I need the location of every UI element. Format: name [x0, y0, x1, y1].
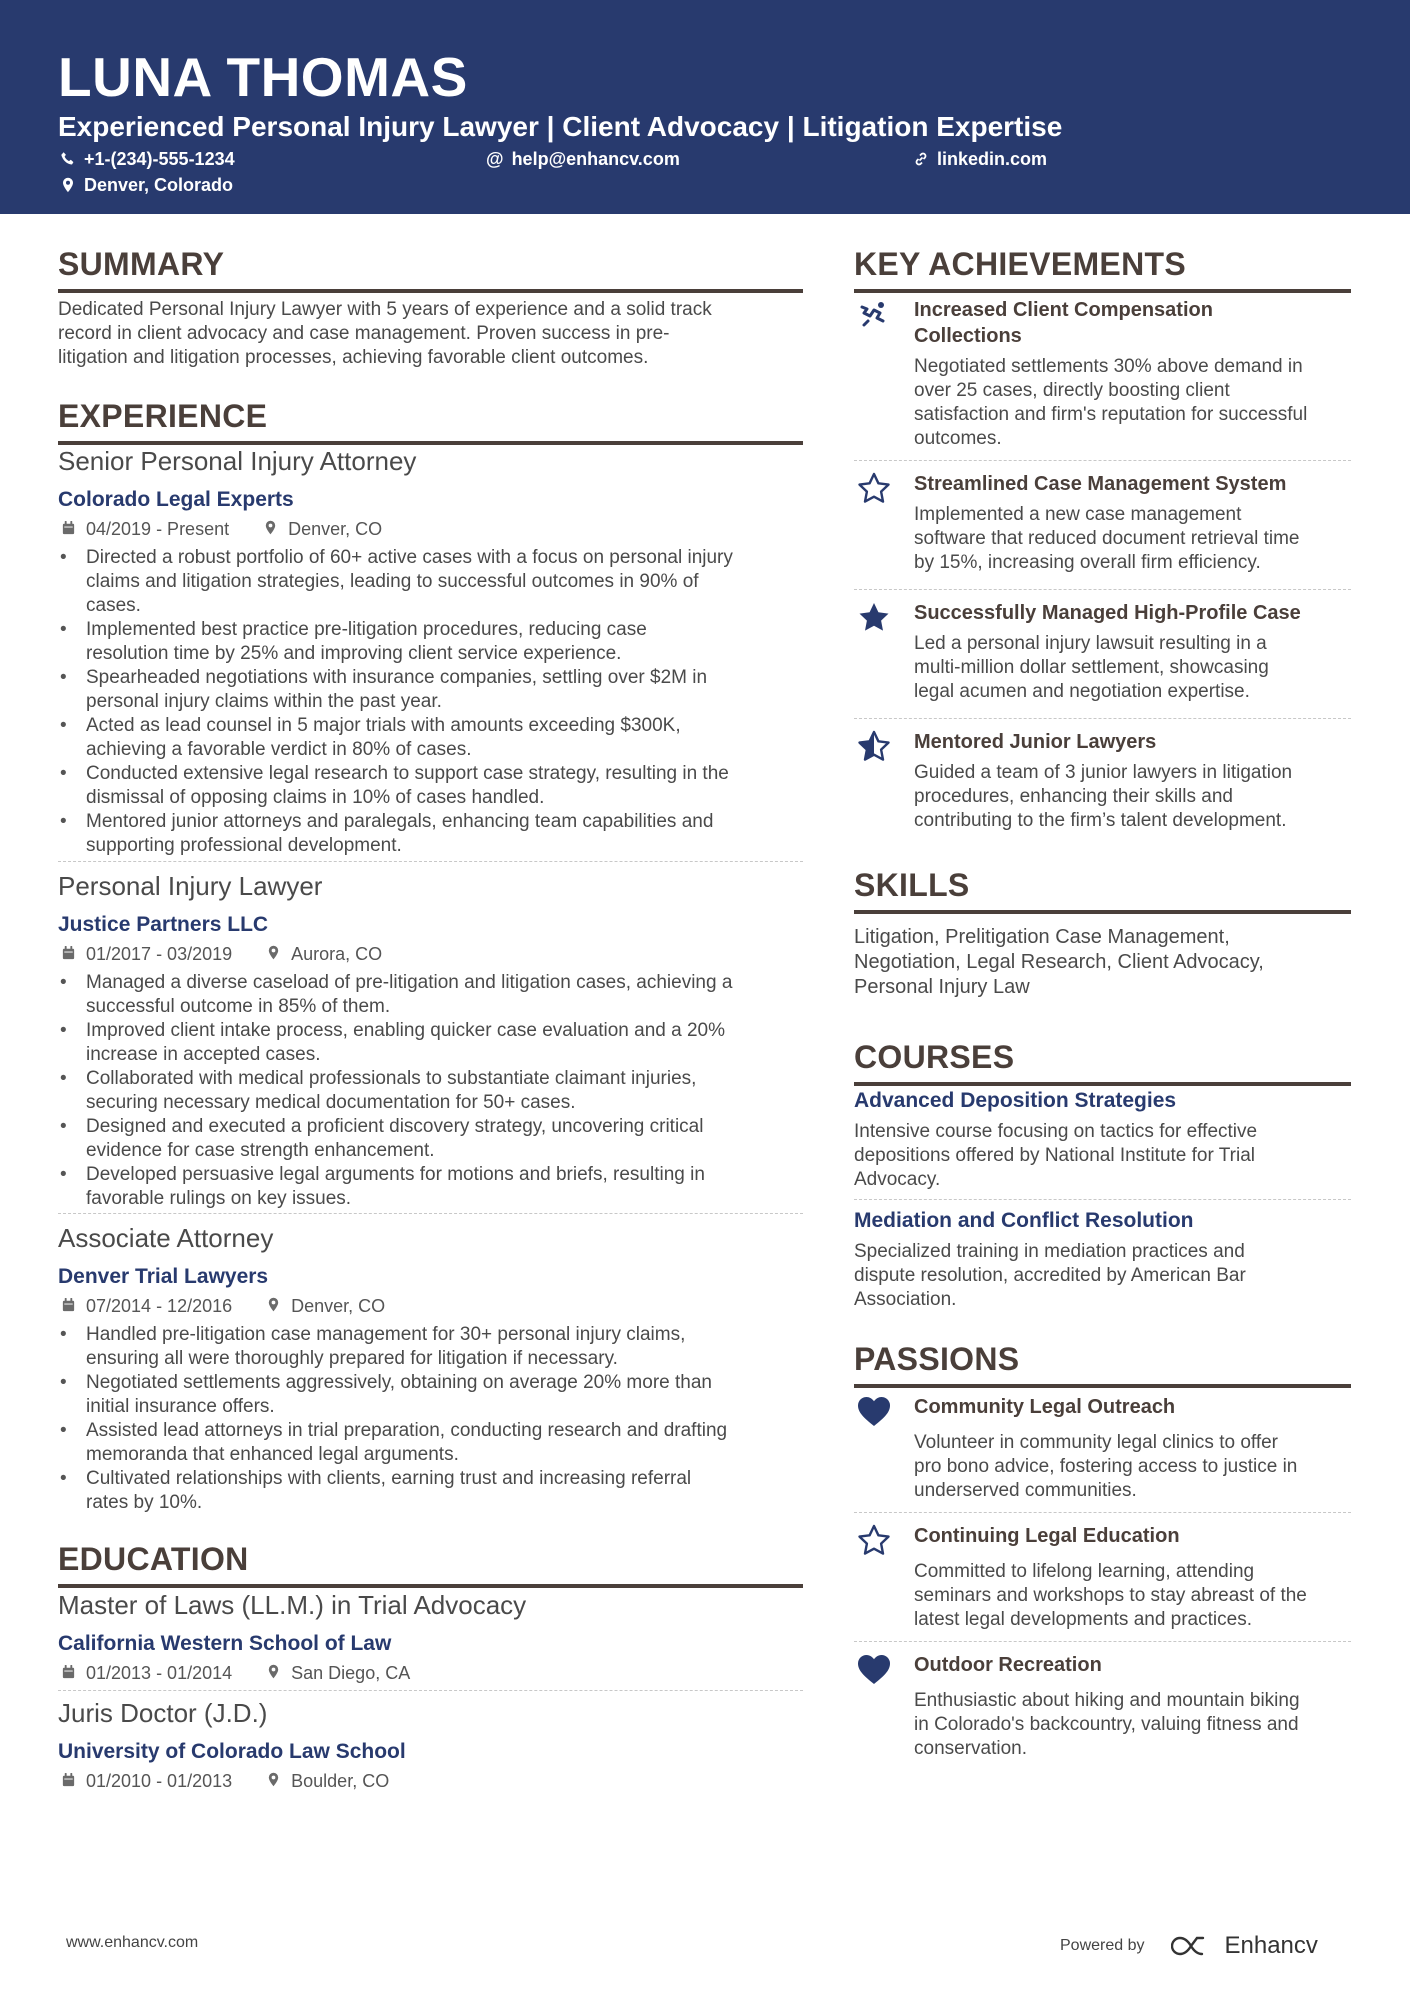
location-pin-icon: [266, 1770, 291, 1792]
calendar-icon: [61, 1295, 86, 1317]
job-bullets: [58, 546, 813, 858]
date-text: 01/2017 - 03/2019: [86, 944, 233, 964]
text-line: multi-million dollar settlement, showcasing: [914, 657, 1269, 678]
text-line: Volunteer in community legal clinics to offer: [914, 1432, 1278, 1453]
text-line: Mentored Junior Lawyers: [914, 731, 1157, 753]
text-line: by 15%, increasing overall firm efficiency.: [914, 552, 1261, 573]
brand-name: Enhancv: [1224, 1932, 1318, 1959]
job-bullets: [58, 971, 813, 1211]
courses-heading: COURSES: [854, 1039, 1015, 1075]
job-bullet: [58, 1067, 813, 1115]
text-line: Guided a team of 3 junior lawyers in litigation: [914, 762, 1293, 783]
entry-divider: [854, 1641, 1351, 1642]
summary-heading-rule: [58, 289, 803, 293]
footer-branding: [1060, 1932, 1318, 1960]
entry-divider: [854, 1512, 1351, 1513]
company-name: Denver Trial Lawyers: [58, 1265, 269, 1288]
text-line: rates by 10%.: [86, 1492, 203, 1513]
date-range: [61, 1295, 232, 1317]
skills-list: [854, 925, 1351, 1000]
education-heading-rule: [58, 1584, 803, 1588]
course-description: [854, 1240, 1351, 1312]
achievement-description: [914, 761, 1351, 833]
job-bullet: [58, 1163, 813, 1211]
text-line: Association.: [854, 1289, 957, 1310]
date-text: 01/2010 - 01/2013: [86, 1771, 233, 1791]
passion-title: Community Legal Outreach: [914, 1396, 1176, 1418]
text-line: Streamlined Case Management System: [914, 473, 1287, 495]
calendar-icon: [61, 1770, 86, 1792]
date-range: [61, 943, 232, 965]
linkedin-text: linkedin.com: [937, 149, 1048, 169]
date-location-row: [61, 1662, 410, 1684]
job-bullet: [58, 666, 813, 714]
entry-divider: [58, 861, 803, 862]
achievement-title: [914, 297, 1351, 349]
passions-heading-rule: [854, 1384, 1351, 1388]
text-line: • Directed a robust portfolio of 60+ active cases with a focus on personal injury: [86, 547, 733, 568]
at-icon: @: [486, 149, 504, 169]
achievement-description: [914, 632, 1351, 704]
phone-text: +1-(234)-555-1234: [84, 149, 235, 169]
enhancv-logo[interactable]: [1171, 1932, 1318, 1960]
text-line: • Managed a diverse caseload of pre-litigation and litigation cases, achieving a: [86, 972, 733, 993]
passion-title: Continuing Legal Education: [914, 1525, 1180, 1547]
text-line: • Designed and executed a proficient discovery strategy, uncovering critical: [86, 1116, 704, 1137]
company-name: Justice Partners LLC: [58, 913, 269, 936]
achievement-title: [914, 600, 1351, 626]
text-line: Collections: [914, 325, 1022, 347]
job-title: Personal Injury Lawyer: [58, 871, 323, 901]
job-bullet: [58, 1371, 813, 1419]
text-line: ensuring all were thoroughly prepared for litigation if necessary.: [86, 1348, 618, 1369]
text-line: evidence for case strength enhancement.: [86, 1140, 435, 1161]
phone-contact[interactable]: [60, 148, 235, 170]
course-description: [854, 1120, 1351, 1192]
entry-divider: [854, 718, 1351, 719]
text-line: in Colorado's backcountry, valuing fitness and: [914, 1714, 1299, 1735]
location-text: Aurora, CO: [291, 944, 383, 964]
achievement-description: [914, 355, 1351, 451]
job-bullet: [58, 618, 813, 666]
job-bullet: [58, 714, 813, 762]
location-pin-icon: [263, 518, 288, 540]
entry-divider: [58, 1690, 803, 1691]
date-location-row: [61, 1295, 385, 1317]
text-line: Dedicated Personal Injury Lawyer with 5 years of experience and a solid track: [58, 299, 712, 320]
date-range: [61, 1770, 232, 1792]
email-text: help@enhancv.com: [511, 149, 680, 169]
job-bullets: [58, 1323, 813, 1515]
passions-heading: PASSIONS: [854, 1341, 1020, 1377]
course-title: Advanced Deposition Strategies: [854, 1089, 1177, 1112]
location-contact: [60, 174, 233, 196]
text-line: • Cultivated relationships with clients, earning trust and increasing referral: [86, 1468, 692, 1489]
entry-divider: [854, 460, 1351, 461]
text-line: contributing to the firm’s talent development.: [914, 810, 1287, 831]
text-line: achieving a favorable verdict in 80% of cases.: [86, 739, 472, 760]
summary-heading: SUMMARY: [58, 246, 225, 282]
text-line: Specialized training in mediation practices and: [854, 1241, 1245, 1262]
skills-heading: SKILLS: [854, 867, 970, 903]
job-bullet: [58, 1019, 813, 1067]
enhancv-logo-icon: [1171, 1934, 1217, 1958]
text-line: • Improved client intake process, enabling quicker case evaluation and a 20%: [86, 1020, 725, 1041]
passion-title: Outdoor Recreation: [914, 1654, 1102, 1676]
achievement-description: [914, 503, 1351, 575]
location-text: Boulder, CO: [291, 1771, 390, 1791]
text-line: Negotiated settlements 30% above demand in: [914, 356, 1303, 377]
text-line: record in client advocacy and case management. Proven success in pre-: [58, 323, 670, 344]
calendar-icon: [61, 943, 86, 965]
date-range: [61, 1662, 232, 1684]
email-contact[interactable]: [486, 148, 680, 170]
text-line: software that reduced document retrieval time: [914, 528, 1300, 549]
handshake-icon: [856, 297, 892, 333]
star-half-icon: [856, 729, 892, 765]
text-line: supporting professional development.: [86, 835, 402, 856]
text-line: • Spearheaded negotiations with insurance companies, settling over $2M in: [86, 667, 708, 688]
heart-icon: [856, 1652, 892, 1688]
footer-website[interactable]: www.enhancv.com: [66, 1934, 199, 1951]
text-line: legal acumen and negotiation expertise.: [914, 681, 1250, 702]
link-icon: [913, 151, 929, 167]
text-line: Intensive course focusing on tactics for effective: [854, 1121, 1258, 1142]
text-line: • Negotiated settlements aggressively, obtaining on average 20% more than: [86, 1372, 712, 1393]
text-line: conservation.: [914, 1738, 1028, 1759]
date-text: 04/2019 - Present: [86, 519, 230, 539]
star-outline-icon: [856, 471, 892, 507]
resume-header: [0, 0, 1410, 214]
location-text: Denver, CO: [288, 519, 383, 539]
text-line: Committed to lifelong learning, attending: [914, 1561, 1255, 1582]
passion-description: [914, 1560, 1351, 1632]
location: [266, 1295, 385, 1317]
achievements-heading: KEY ACHIEVEMENTS: [854, 246, 1186, 282]
text-line: • Conducted extensive legal research to support case strategy, resulting in the: [86, 763, 729, 784]
star-filled-icon: [856, 600, 892, 636]
text-line: • Acted as lead counsel in 5 major trials with amounts exceeding $300K,: [86, 715, 681, 736]
skills-heading-rule: [854, 910, 1351, 914]
text-line: • Collaborated with medical professionals to substantiate claimant injuries,: [86, 1068, 697, 1089]
achievement-title: [914, 471, 1351, 497]
text-line: outcomes.: [914, 428, 1002, 449]
text-line: • Handled pre-litigation case management for 30+ personal injury claims,: [86, 1324, 686, 1345]
phone-icon: [60, 151, 76, 167]
location: [266, 1770, 389, 1792]
heart-icon: [856, 1394, 892, 1430]
experience-heading: EXPERIENCE: [58, 398, 268, 434]
text-line: • Mentored junior attorneys and paralegals, enhancing team capabilities and: [86, 811, 714, 832]
entry-divider: [854, 1199, 1351, 1200]
text-line: increase in accepted cases.: [86, 1044, 321, 1065]
location-text: Denver, CO: [291, 1296, 386, 1316]
text-line: satisfaction and firm's reputation for successful: [914, 404, 1308, 425]
location: [266, 1662, 410, 1684]
text-line: securing necessary medical documentation for 50+ cases.: [86, 1092, 576, 1113]
degree-title: Master of Laws (LL.M.) in Trial Advocacy: [58, 1590, 527, 1620]
job-title: Associate Attorney: [58, 1223, 274, 1253]
job-bullet: [58, 971, 813, 1019]
passion-description: [914, 1689, 1351, 1761]
school-name: University of Colorado Law School: [58, 1740, 406, 1763]
date-text: 07/2014 - 12/2016: [86, 1296, 233, 1316]
date-location-row: [61, 518, 382, 540]
entry-divider: [58, 1213, 803, 1214]
education-heading: EDUCATION: [58, 1541, 249, 1577]
text-line: Successfully Managed High-Profile Case: [914, 602, 1301, 624]
text-line: personal injury claims within the past year.: [86, 691, 442, 712]
text-line: Negotiation, Legal Research, Client Advocacy,: [854, 951, 1264, 973]
location-pin-icon: [60, 177, 76, 193]
job-bullet: [58, 1115, 813, 1163]
experience-heading-rule: [58, 441, 803, 445]
location-pin-icon: [266, 943, 291, 965]
location-pin-icon: [266, 1662, 291, 1684]
degree-title: Juris Doctor (J.D.): [58, 1698, 268, 1728]
star-outline-icon: [856, 1523, 892, 1559]
candidate-name: LUNA THOMAS: [58, 46, 468, 108]
job-bullet: [58, 1467, 813, 1515]
courses-heading-rule: [854, 1082, 1351, 1086]
text-line: Advocacy.: [854, 1169, 941, 1190]
school-name: California Western School of Law: [58, 1632, 392, 1655]
text-line: Implemented a new case management: [914, 504, 1242, 525]
text-line: Increased Client Compensation: [914, 299, 1213, 321]
text-line: Litigation, Prelitigation Case Management,: [854, 926, 1230, 948]
date-text: 01/2013 - 01/2014: [86, 1663, 233, 1683]
text-line: pro bono advice, fostering access to justice in: [914, 1456, 1298, 1477]
text-line: over 25 cases, directly boosting client: [914, 380, 1230, 401]
location: [266, 943, 382, 965]
achievement-title: [914, 729, 1351, 755]
date-location-row: [61, 943, 382, 965]
location-text: Denver, Colorado: [84, 175, 234, 195]
text-line: latest legal developments and practices.: [914, 1609, 1252, 1630]
job-title: Senior Personal Injury Attorney: [58, 446, 417, 476]
text-line: seminars and workshops to stay abreast of the: [914, 1585, 1307, 1606]
job-bullet: [58, 1419, 813, 1467]
text-line: • Implemented best practice pre-litigation procedures, reducing case: [86, 619, 647, 640]
text-line: Led a personal injury lawsuit resulting in a: [914, 633, 1267, 654]
text-line: initial insurance offers.: [86, 1396, 275, 1417]
company-name: Colorado Legal Experts: [58, 488, 294, 511]
candidate-headline: Experienced Personal Injury Lawyer | Client Advocacy | Litigation Expertise: [58, 111, 1063, 142]
text-line: Enthusiastic about hiking and mountain biking: [914, 1690, 1300, 1711]
text-line: • Developed persuasive legal arguments for motions and briefs, resulting in: [86, 1164, 705, 1185]
text-line: resolution time by 25% and improving client service experience.: [86, 643, 622, 664]
linkedin-contact[interactable]: [913, 148, 1047, 170]
achievements-heading-rule: [854, 289, 1351, 293]
text-line: procedures, enhancing their skills and: [914, 786, 1233, 807]
location-text: San Diego, CA: [291, 1663, 411, 1683]
text-line: cases.: [86, 595, 141, 616]
location-pin-icon: [266, 1295, 291, 1317]
passion-description: [914, 1431, 1351, 1503]
job-bullet: [58, 762, 813, 810]
date-location-row: [61, 1770, 389, 1792]
entry-divider: [854, 589, 1351, 590]
text-line: dispute resolution, accredited by American Bar: [854, 1265, 1246, 1286]
date-range: [61, 518, 229, 540]
text-line: dismissal of opposing claims in 10% of cases handled.: [86, 787, 545, 808]
text-line: litigation and litigation processes, achieving favorable client outcomes.: [58, 347, 649, 368]
calendar-icon: [61, 518, 86, 540]
calendar-icon: [61, 1662, 86, 1684]
text-line: memoranda that enhanced legal arguments.: [86, 1444, 459, 1465]
job-bullet: [58, 546, 813, 618]
job-bullet: [58, 1323, 813, 1371]
text-line: Personal Injury Law: [854, 976, 1030, 998]
text-line: underserved communities.: [914, 1480, 1137, 1501]
job-bullet: [58, 810, 813, 858]
text-line: depositions offered by National Institute for Trial: [854, 1145, 1255, 1166]
text-line: favorable rulings on key issues.: [86, 1188, 352, 1209]
course-title: Mediation and Conflict Resolution: [854, 1209, 1194, 1232]
powered-by-label: Powered by: [1060, 1937, 1145, 1954]
summary-text: [58, 298, 803, 370]
location: [263, 518, 382, 540]
text-line: claims and litigation strategies, leading to successful outcomes in 90% of: [86, 571, 699, 592]
text-line: successful outcome in 85% of them.: [86, 996, 391, 1017]
text-line: • Assisted lead attorneys in trial preparation, conducting research and drafting: [86, 1420, 728, 1441]
